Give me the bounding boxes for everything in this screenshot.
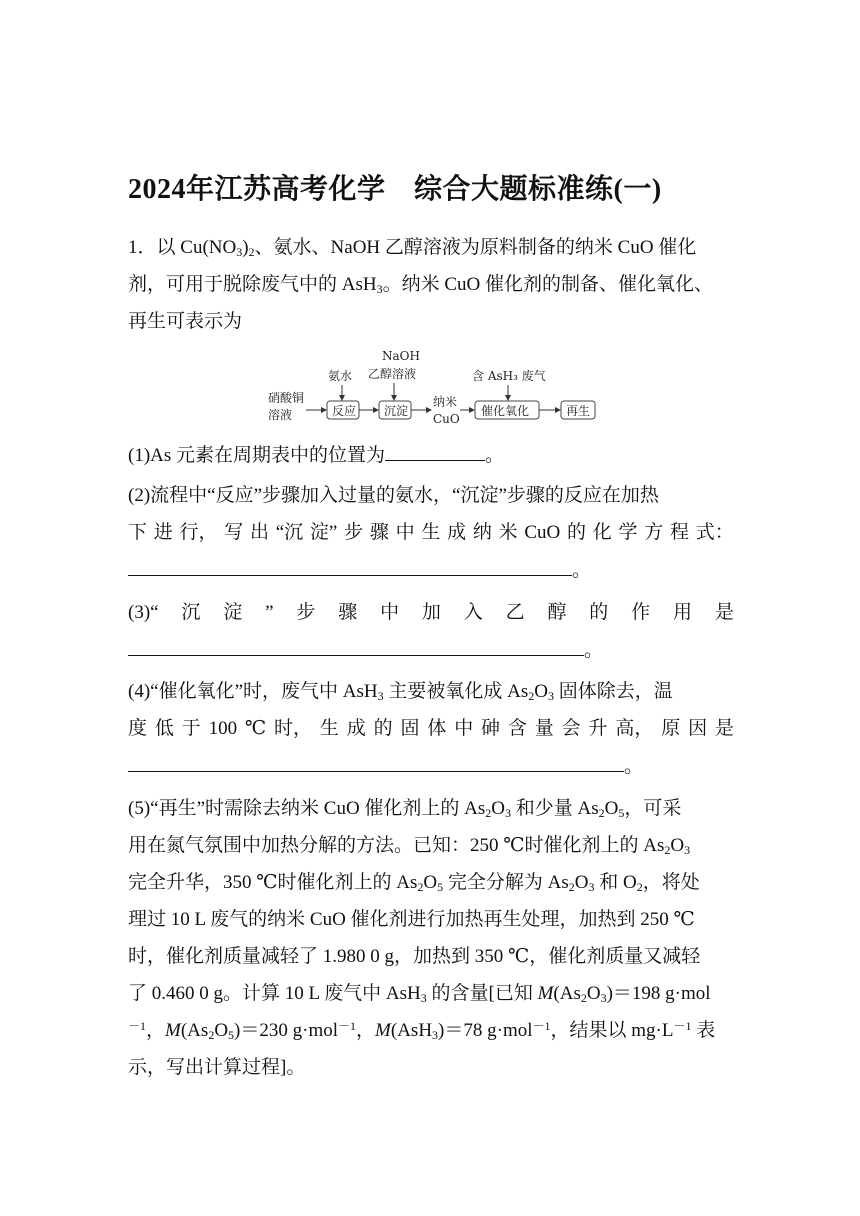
- text: 的含量[已知: [426, 983, 538, 1004]
- word: 体: [427, 718, 447, 739]
- text: O: [423, 872, 438, 893]
- subscript: 2: [636, 880, 643, 894]
- text: ，: [356, 1020, 376, 1041]
- text: ，将处: [642, 872, 700, 893]
- word: 方: [644, 522, 664, 543]
- start-label-2: 溶液: [268, 408, 293, 422]
- text: ，: [146, 1020, 166, 1041]
- mid-label-1: 纳米: [433, 395, 458, 409]
- superscript: －1: [128, 1019, 147, 1033]
- word: 时，: [274, 718, 313, 739]
- sub5-line5: 时，催化剂质量减轻了 1.980 0 g，加热到 350 ℃，催化剂质量又减轻: [128, 946, 701, 967]
- text: 用在氮气氛围中加热分解的方法。已知：250 ℃时催化剂上的 As: [128, 835, 665, 856]
- sub-question-3: [128, 594, 734, 668]
- answer-blank[interactable]: [128, 747, 624, 772]
- word: 化: [592, 522, 612, 543]
- word: 高，: [615, 718, 654, 739]
- sub-question-2: [128, 477, 734, 588]
- reagent-waste-gas: 含 AsH₃ 废气: [472, 369, 546, 383]
- sub2-line2: [128, 514, 734, 551]
- subscript: 3: [547, 689, 554, 703]
- sub-question-1: [128, 436, 734, 473]
- step-precipitation: 沉淀: [384, 404, 409, 418]
- text: (5)“再生”时需除去纳米 CuO 催化剂上的 As: [128, 798, 486, 819]
- word: 量: [534, 718, 554, 739]
- word: 淀”: [309, 522, 338, 543]
- word: 淀: [223, 602, 243, 623]
- subscript: 3: [236, 245, 243, 259]
- word: 米: [498, 522, 518, 543]
- word: 骤: [369, 522, 389, 543]
- word: “沉: [275, 522, 304, 543]
- text: )＝78 g·mol: [438, 1020, 533, 1041]
- word: 程: [669, 522, 689, 543]
- word: 的: [566, 522, 586, 543]
- word: 升: [588, 718, 608, 739]
- word: ”: [265, 602, 274, 623]
- word: 的: [589, 602, 609, 623]
- answer-blank[interactable]: [128, 631, 584, 656]
- step-regeneration: 再生: [566, 404, 591, 418]
- text: 完全升华，350 ℃时催化剂上的 As: [128, 872, 418, 893]
- sub3-line1: [128, 594, 734, 631]
- word: 成: [447, 522, 467, 543]
- subscript: 3: [684, 843, 691, 857]
- text: O: [491, 798, 506, 819]
- sub3-end: 。: [584, 640, 604, 661]
- subscript: 3: [600, 991, 607, 1005]
- subscript: 2: [664, 843, 671, 857]
- word: 原: [661, 718, 681, 739]
- word: 骤: [338, 602, 358, 623]
- subscript: 5: [228, 1028, 235, 1042]
- text: ，可采: [624, 798, 682, 819]
- step-reaction: 反应: [332, 404, 357, 418]
- reagent-ethanol: 乙醇溶液: [368, 367, 417, 381]
- word: 出: [250, 522, 270, 543]
- word: 醇: [547, 602, 567, 623]
- intro-text: 剂，可用于脱除废气中的 AsH: [128, 274, 377, 295]
- subscript: 3: [588, 880, 595, 894]
- subscript: 5: [437, 880, 444, 894]
- text: O: [534, 681, 548, 702]
- word: 低: [154, 718, 174, 739]
- word: 下: [128, 522, 148, 543]
- start-label-1: 硝酸铜: [268, 391, 305, 405]
- word: 步: [344, 522, 364, 543]
- molar-mass-symbol: M: [375, 1020, 391, 1041]
- word: 100: [208, 718, 238, 739]
- text: O: [604, 798, 619, 819]
- text: 完全分解为 As: [443, 872, 569, 893]
- word: CuO: [524, 522, 561, 543]
- subscript: 5: [618, 806, 625, 820]
- word: 用: [672, 602, 692, 623]
- reagent-ammonia: 氨水: [328, 369, 353, 383]
- text: 和 O: [594, 872, 637, 893]
- subscript: 2: [208, 1028, 215, 1042]
- word: 成: [346, 718, 366, 739]
- superscript: －1: [532, 1019, 551, 1033]
- word: 作: [631, 602, 651, 623]
- sub4-line2: [128, 710, 734, 747]
- text: ，结果以 mg·L: [550, 1020, 674, 1041]
- word: 的: [373, 718, 393, 739]
- sub5-line4: 理过 10 L 废气的纳米 CuO 催化剂进行加热再生处理，加热到 250 ℃: [128, 909, 695, 930]
- mid-label-2: CuO: [433, 412, 460, 426]
- sub1-end: 。: [485, 445, 505, 466]
- word: 学: [618, 522, 638, 543]
- step-catalytic-oxidation: 催化氧化: [481, 404, 530, 418]
- subscript: 2: [485, 806, 492, 820]
- process-flow-diagram: [266, 344, 606, 430]
- sub4-end: 。: [624, 756, 644, 777]
- text: )＝198 g·mol: [606, 983, 711, 1004]
- subscript: 3: [376, 282, 383, 296]
- word: 因: [688, 718, 708, 739]
- word: 沉: [181, 602, 201, 623]
- sub-question-5: [128, 790, 734, 1086]
- text: 了 0.460 0 g。计算 10 L 废气中 AsH: [128, 983, 421, 1004]
- word: (3)“: [128, 602, 159, 623]
- text: (4)“催化氧化”时，废气中 AsH: [128, 681, 378, 702]
- word: 步: [296, 602, 316, 623]
- word: 会: [561, 718, 581, 739]
- word: 是: [714, 718, 734, 739]
- word: 固: [400, 718, 420, 739]
- word: 乙: [505, 602, 525, 623]
- word: 于: [181, 718, 201, 739]
- text: 和少量 As: [511, 798, 599, 819]
- subscript: 2: [248, 245, 255, 259]
- word: 中: [454, 718, 474, 739]
- subscript: 2: [568, 880, 575, 894]
- superscript: －1: [338, 1019, 357, 1033]
- question-1-intro: [128, 229, 734, 340]
- word: 式：: [695, 522, 734, 543]
- word: 纳: [472, 522, 492, 543]
- word: 是: [714, 602, 734, 623]
- word: 砷: [481, 718, 501, 739]
- sub1-text: (1)As 元素在周期表中的位置为: [128, 445, 386, 466]
- word: 中: [395, 522, 415, 543]
- molar-mass-symbol: M: [165, 1020, 181, 1041]
- question-number: 1．: [128, 237, 157, 258]
- word: 加: [421, 602, 441, 623]
- text: 固体除去，温: [553, 681, 673, 702]
- sub5-line8: 示，写出计算过程]。: [128, 1057, 306, 1078]
- intro-text: 。纳米 CuO 催化剂的制备、催化氧化、: [382, 274, 713, 295]
- subscript: 2: [417, 880, 424, 894]
- subscript: 2: [528, 689, 535, 703]
- text: O: [214, 1020, 229, 1041]
- intro-text: ): [242, 237, 249, 258]
- text: (As: [553, 983, 581, 1004]
- subscript: 3: [377, 689, 384, 703]
- word: 进: [153, 522, 173, 543]
- word: 生: [421, 522, 441, 543]
- subscript: 2: [598, 806, 605, 820]
- word: ℃: [244, 718, 267, 739]
- text: )＝230 g·mol: [234, 1020, 339, 1041]
- word: 含: [507, 718, 527, 739]
- superscript: －1: [673, 1019, 692, 1033]
- text: (As: [180, 1020, 209, 1041]
- subscript: 2: [580, 991, 587, 1005]
- answer-blank[interactable]: [385, 436, 485, 461]
- word: 入: [463, 602, 483, 623]
- text: 主要被氧化成 As: [383, 681, 529, 702]
- text: O: [586, 983, 601, 1004]
- text: (AsH: [390, 1020, 433, 1041]
- sub2-line1: (2)流程中“反应”步骤加入过量的氨水，“沉淀”步骤的反应在加热: [128, 485, 659, 506]
- answer-blank[interactable]: [128, 551, 572, 576]
- intro-text: 再生可表示为: [128, 311, 243, 332]
- word: 生: [319, 718, 339, 739]
- subscript: 3: [505, 806, 512, 820]
- word: 行，: [179, 522, 218, 543]
- page-title: 2024年江苏高考化学 综合大题标准练(一): [128, 174, 662, 205]
- text: 表: [691, 1020, 716, 1041]
- subscript: 3: [420, 991, 427, 1005]
- text: O: [670, 835, 685, 856]
- intro-text: 、氨水、NaOH 乙醇溶液为原料制备的纳米 CuO 催化: [254, 237, 697, 258]
- sub2-end: 。: [572, 560, 592, 581]
- word: 中: [380, 602, 400, 623]
- molar-mass-symbol: M: [537, 983, 554, 1004]
- subscript: 3: [432, 1028, 439, 1042]
- word: 度: [128, 718, 148, 739]
- intro-text: 以 Cu(NO: [156, 237, 237, 258]
- sub-question-4: [128, 673, 734, 784]
- reagent-naoh: NaOH: [382, 349, 420, 363]
- text: O: [574, 872, 589, 893]
- word: 写: [224, 522, 244, 543]
